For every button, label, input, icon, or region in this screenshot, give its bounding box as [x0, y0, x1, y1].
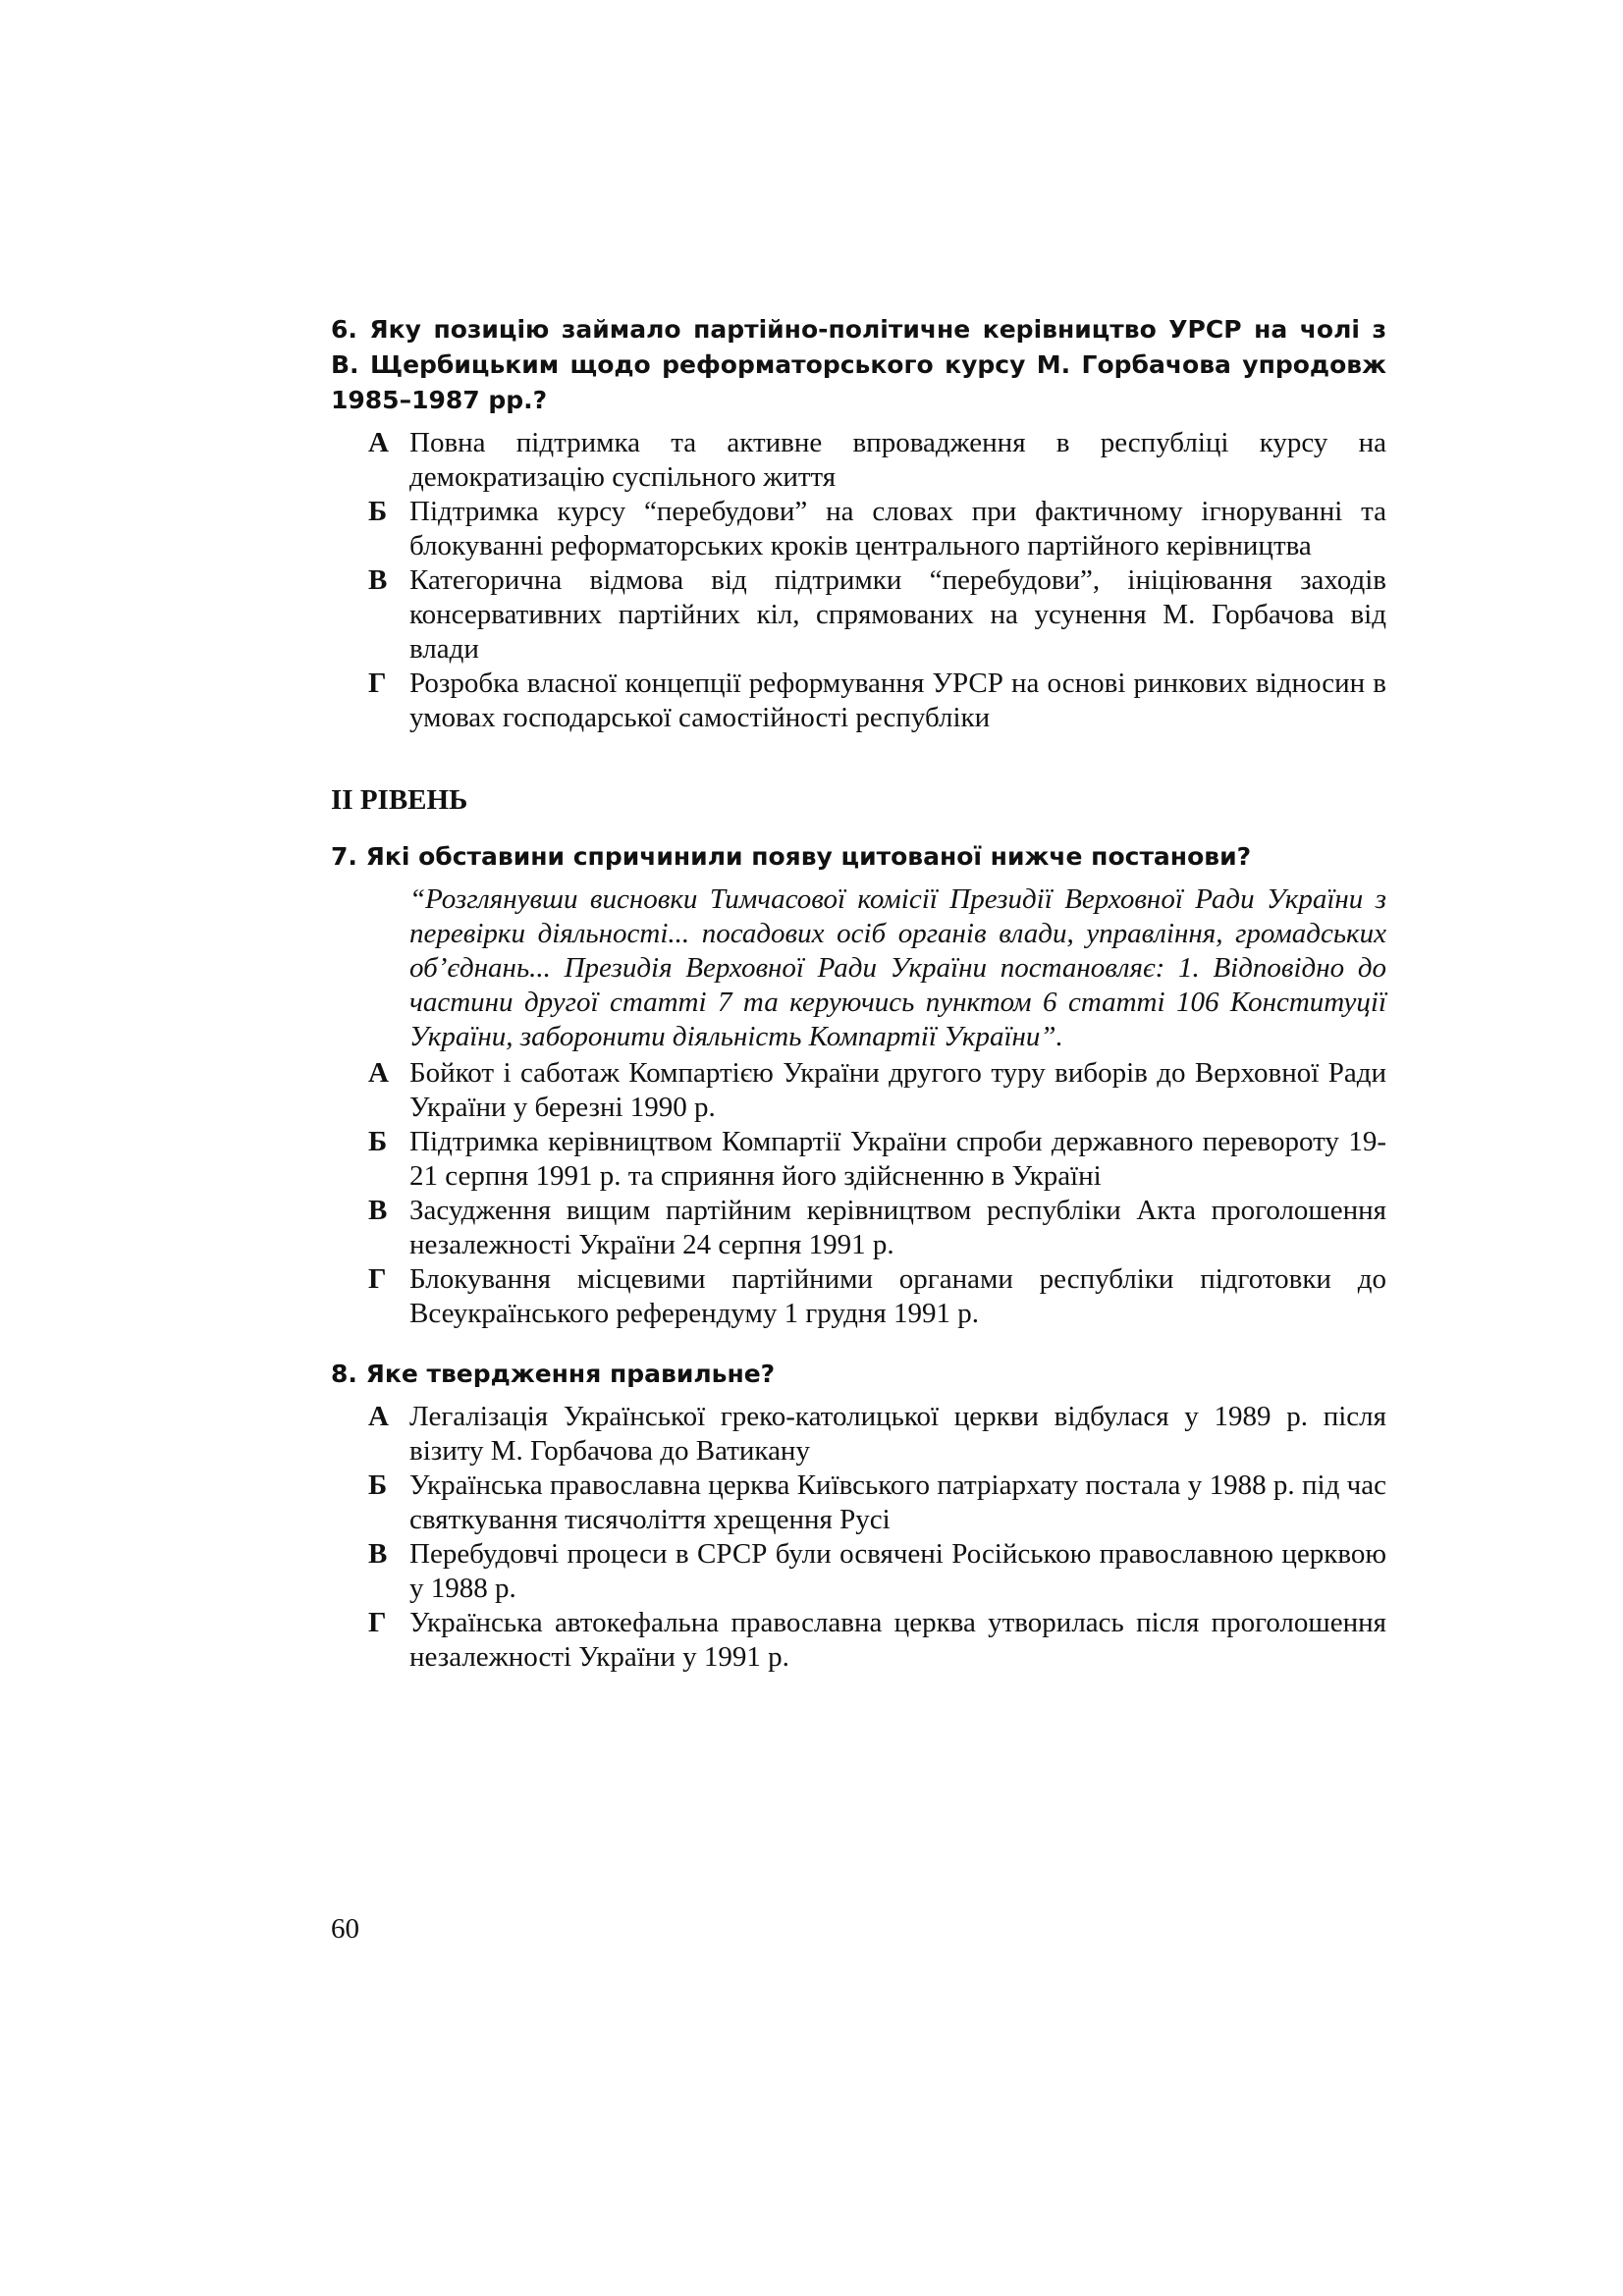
question-8-options [331, 1400, 1386, 1675]
option-item [368, 1400, 1386, 1468]
option-item [368, 1468, 1386, 1537]
option-item [368, 1125, 1386, 1194]
option-item [368, 495, 1386, 563]
option-letter: Г [368, 667, 387, 699]
option-item [368, 667, 1386, 735]
option-letter: А [368, 427, 389, 458]
option-letter: Б [368, 496, 388, 527]
option-text: Українська православна церква Київського патріархату постала у 1988 р. під час святкування тисячоліття хрещення Русі [409, 1469, 1386, 1535]
option-text: Розробка власної концепції реформування УРСР на основі ринкових відносин в умовах господарської самостійності республіки [409, 667, 1386, 733]
option-text: Українська автокефальна православна церква утворилась після проголошення незалежності України у 1991 р. [409, 1607, 1386, 1673]
option-item [368, 1262, 1386, 1331]
option-text: Блокування місцевими партійними органами республіки підготовки до Всеукраїнського референдуму 1 грудня 1991 р. [409, 1263, 1386, 1329]
section-heading: ІІ РІВЕНЬ [331, 784, 468, 816]
page-content [331, 312, 1386, 1675]
option-letter: Б [368, 1126, 388, 1157]
option-letter: В [368, 1538, 388, 1570]
option-text: Легалізація Української греко-католицької церкви відбулася у 1989 р. після візиту М. Горбачова до Ватикану [409, 1401, 1386, 1467]
option-text: Перебудовчі процеси в СРСР були освячені Російською православною церквою у 1988 р. [409, 1538, 1386, 1604]
option-text: Засудження вищим партійним керівництвом республіки Акта проголошення незалежності України 24 серпня 1991 р. [409, 1195, 1386, 1260]
question-8-text: 8. Яке твердження правильне? [331, 1360, 776, 1388]
option-text: Підтримка курсу “перебудови” на словах при фактичному ігноруванні та блокуванні реформаторських кроків центрального партійного керівництва [409, 496, 1386, 561]
option-letter: А [368, 1057, 389, 1089]
option-letter: В [368, 564, 388, 596]
question-6-options [331, 426, 1386, 735]
option-letter: В [368, 1195, 388, 1226]
question-6-text: 6. Яку позицію займало партійно-політичне керівництво УРСР на чолі з В. Щербицьким щодо реформаторського курсу М. Горбачова упродовж 1985–1987 рр.? [331, 315, 1386, 414]
option-item [368, 1537, 1386, 1606]
question-6 [331, 312, 1386, 735]
page-number: 60 [331, 1913, 359, 1945]
option-item [368, 426, 1386, 495]
question-8 [331, 1357, 1386, 1675]
option-letter: Б [368, 1469, 388, 1501]
option-item [368, 1606, 1386, 1675]
option-text: Бойкот і саботаж Компартією України другого туру виборів до Верховної Ради України у березні 1990 р. [409, 1057, 1386, 1123]
option-item [368, 1194, 1386, 1262]
option-item [368, 563, 1386, 667]
question-7-options [331, 1056, 1386, 1331]
option-text: Повна підтримка та активне впровадження в республіці курсу на демократизацію суспільного життя [409, 427, 1386, 493]
option-letter: А [368, 1401, 389, 1432]
option-letter: Г [368, 1263, 387, 1295]
option-text: Категорична відмова від підтримки “перебудови”, ініціювання заходів консервативних партійних кіл, спрямованих на усунення М. Горбачова від влади [409, 564, 1386, 665]
quoted-document: “Розглянувши висновки Тимчасової комісії Президії Верховної Ради України з перевірки діяльності... посадових осіб органів влади, управління, громадських об’єднань... Президія Верховної Ради України постановляє: 1. Відповідно до частини другої статті 7 та керуючись пунктом 6 статті 106 Конституції України, заборонити діяльність Компартії України”. [409, 883, 1386, 1052]
question-7 [331, 839, 1386, 1331]
question-7-text: 7. Які обставини спричинили появу цитованої нижче постанови? [331, 842, 1252, 871]
option-text: Підтримка керівництвом Компартії України спроби державного перевороту 19-21 серпня 1991 р. та сприяння його здійсненню в Україні [409, 1126, 1386, 1192]
option-letter: Г [368, 1607, 387, 1638]
option-item [368, 1056, 1386, 1125]
